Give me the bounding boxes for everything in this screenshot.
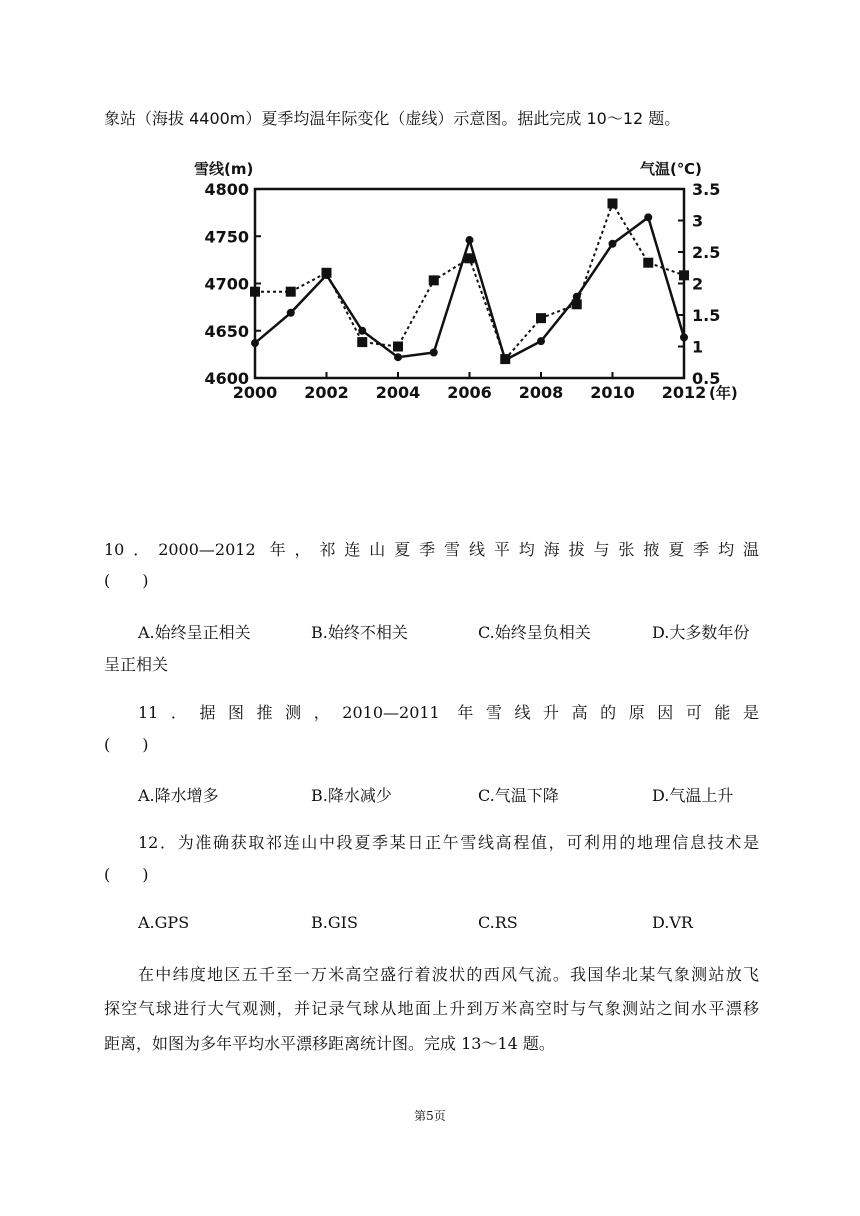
passage-line-3: 距离，如图为多年平均水平漂移距离统计图。完成 13～14 题。 <box>104 1034 555 1053</box>
left-tick-label: 4800 <box>204 180 249 199</box>
temperature-point <box>679 270 689 280</box>
snowline-point <box>609 240 617 248</box>
question-10-option-d-cont: 呈正相关 <box>104 655 169 674</box>
snowline-point <box>537 337 545 345</box>
x-tick-label: 2010 <box>590 383 635 402</box>
x-tick-label: 2006 <box>447 383 492 402</box>
temperature-point <box>465 253 475 263</box>
temperature-point <box>572 299 582 309</box>
question-12-option-a[interactable]: A.GPS <box>138 913 190 932</box>
snowline-point <box>394 353 402 361</box>
snowline-point <box>251 339 259 347</box>
question-11-option-a[interactable]: A.降水增多 <box>138 786 219 805</box>
temperature-point <box>429 275 439 285</box>
temperature-point <box>286 287 296 297</box>
question-12-option-c[interactable]: C.RS <box>478 913 518 932</box>
question-12-option-d[interactable]: D.VR <box>652 913 693 932</box>
temperature-point <box>357 337 367 347</box>
question-11-option-b[interactable]: B.降水减少 <box>311 786 392 805</box>
left-tick-label: 4650 <box>204 321 249 341</box>
left-axis-title: 雪线(m) <box>194 160 254 178</box>
snowline-point <box>430 348 438 356</box>
question-10-blank: ( ) <box>104 571 149 590</box>
snowline-point <box>358 327 366 335</box>
question-11-option-d[interactable]: D.气温上升 <box>652 786 734 805</box>
question-10-option-c[interactable]: C.始终呈负相关 <box>478 623 591 642</box>
chart-axes <box>194 160 738 402</box>
right-tick-label: 2 <box>692 274 704 294</box>
right-axis-title: 气温(℃) <box>640 160 702 178</box>
question-10-stem: 10．2000—2012 年，祁连山夏季雪线平均海拔与张掖夏季均温 <box>104 540 759 559</box>
snowline-point <box>287 309 295 317</box>
snowline-point <box>644 213 652 221</box>
passage-line-2: 探空气球进行大气观测，并记录气球从地面上升到万米高空时与气象测站之间水平漂移 <box>104 999 759 1018</box>
passage-line-1: 在中纬度地区五千至一万米高空盛行着波状的西风气流。我国华北某气象测站放飞 <box>138 965 759 984</box>
x-tick-label: 2000 <box>232 383 278 402</box>
temperature-point <box>536 313 546 323</box>
question-12-stem: 12．为准确获取祁连山中段夏季某日正午雪线高程值，可利用的地理信息技术是 <box>138 833 759 852</box>
question-10-option-b[interactable]: B.始终不相关 <box>311 623 408 642</box>
intro-text: 象站（海拔 4400m）夏季均温年际变化（虚线）示意图。据此完成 10～12 题。 <box>104 109 681 128</box>
snowline-temperature-chart <box>188 152 768 412</box>
x-tick-label: 2012 <box>661 383 707 402</box>
right-tick-label: 3.5 <box>692 180 721 199</box>
left-tick-label: 4600 <box>204 369 249 388</box>
temperature-point <box>250 287 260 297</box>
snowline-point <box>680 333 688 341</box>
temperature-point <box>643 258 653 268</box>
question-11-blank: ( ) <box>104 735 149 754</box>
right-tick-label: 3 <box>692 211 704 231</box>
question-10-option-a[interactable]: A.始终呈正相关 <box>138 623 251 642</box>
temperature-point <box>500 354 510 364</box>
question-11-option-c[interactable]: C.气温下降 <box>478 786 559 805</box>
x-tick-label: 2008 <box>518 383 564 402</box>
right-tick-label: 2.5 <box>692 243 721 262</box>
page-number: 第5页 <box>414 1109 446 1123</box>
x-tick-label: 2004 <box>375 383 421 402</box>
question-10-option-d[interactable]: D.大多数年份 <box>652 623 750 642</box>
x-axis-unit: (年) <box>709 384 738 402</box>
snowline-point <box>466 236 474 244</box>
right-tick-label: 0.5 <box>692 369 721 388</box>
left-tick-label: 4750 <box>204 227 249 247</box>
temperature-point <box>393 342 403 352</box>
temperature-point <box>322 268 332 278</box>
left-tick-label: 4700 <box>204 274 249 294</box>
right-tick-label: 1.5 <box>692 306 721 325</box>
chart-series <box>250 198 689 364</box>
question-11-stem: 11．据图推测，2010—2011 年雪线升高的原因可能是 <box>138 703 759 722</box>
x-tick-label: 2002 <box>304 383 349 402</box>
question-12-blank: ( ) <box>104 865 149 884</box>
question-12-option-b[interactable]: B.GIS <box>311 913 358 932</box>
right-tick-label: 1 <box>692 337 704 357</box>
temperature-point <box>608 198 618 208</box>
